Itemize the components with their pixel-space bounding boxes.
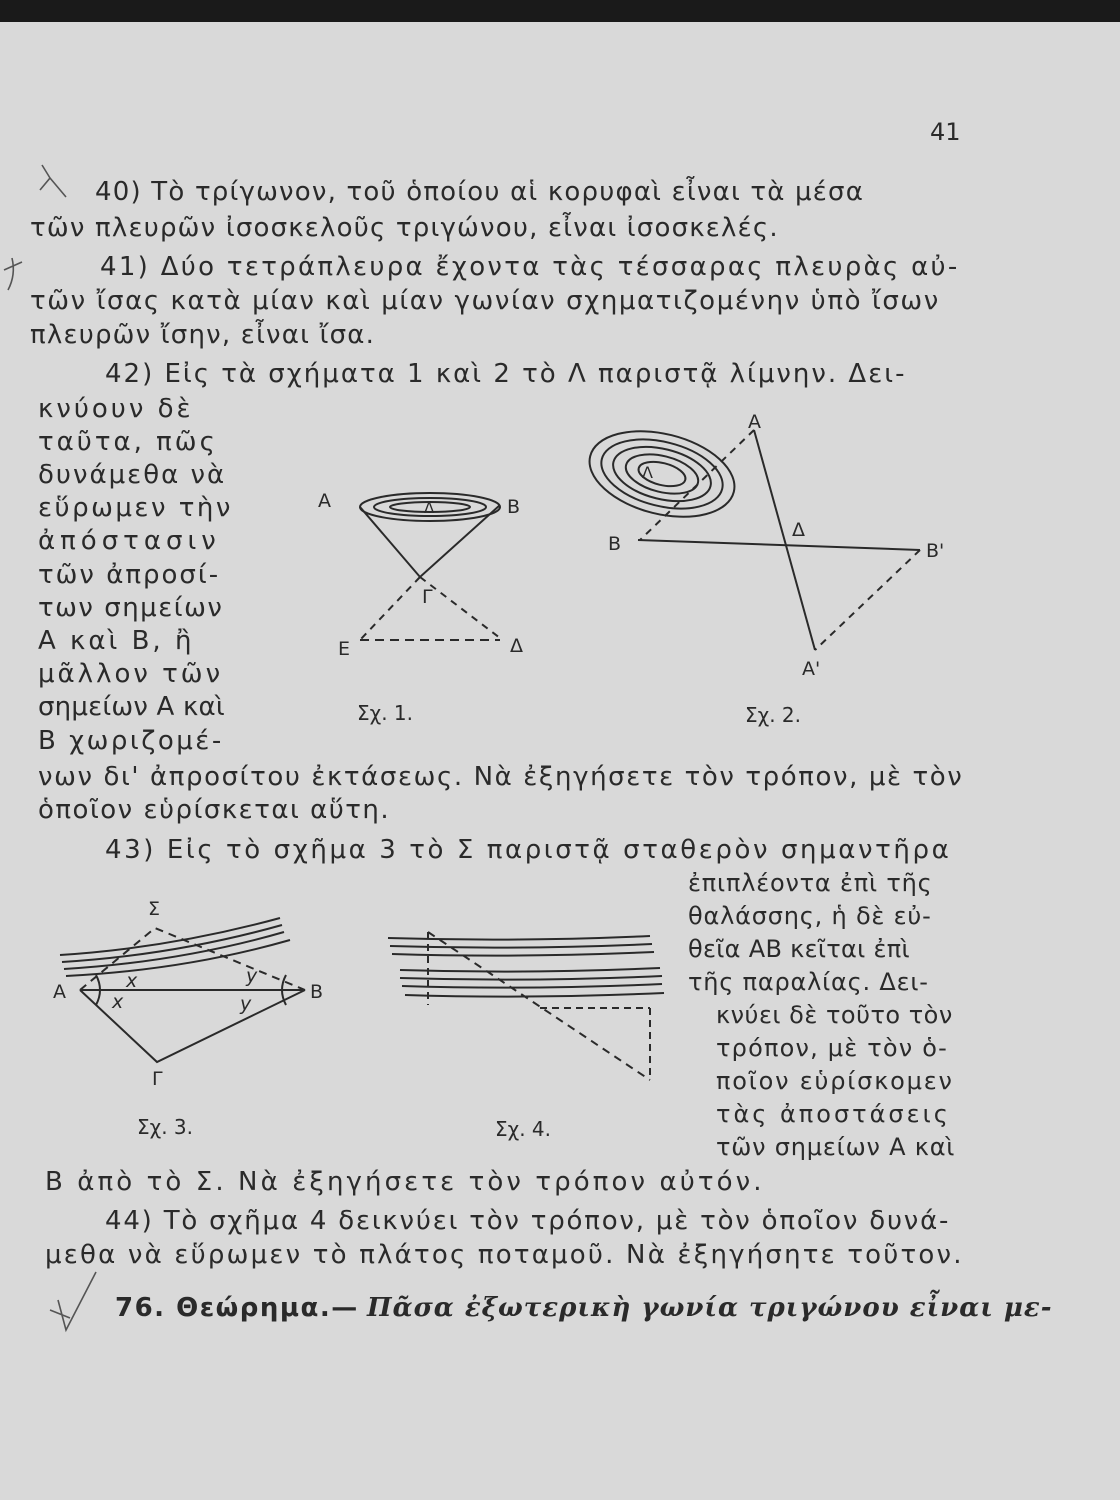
exercise-42-line-last-1: νων δι' ἀπροσίτου ἐκτάσεως. Νὰ ἐξηγήσετε τὸν τρόπον, μὲ τὸν xyxy=(38,762,964,792)
fig2-label-A-prime: A' xyxy=(802,658,821,680)
exercise-42-narrow-line: Β χωριζομέ- xyxy=(38,726,224,756)
fig2-label-D: Δ xyxy=(792,519,805,541)
exercise-43-narrow-line: θαλάσσης, ἡ δὲ εὐ- xyxy=(688,902,932,930)
exercise-40-line-2: τῶν πλευρῶν ἰσοσκελοῦς τριγώνου, εἶναι ἰσοσκελές. xyxy=(30,213,779,243)
figure-2-caption: Σχ. 2. xyxy=(745,703,801,727)
figure-2 xyxy=(581,417,920,650)
theorem-heading: 76. Θεώρημα.— xyxy=(115,1293,359,1323)
fig3-label-A: A xyxy=(53,981,66,1003)
exercise-43-narrow-line: ἐπιπλέοντα ἐπὶ τῆς xyxy=(688,869,933,897)
exercise-44-line-2: μεθα νὰ εὕρωμεν τὸ πλάτος ποταμοῦ. Νὰ ἐξηγήσητε τοῦτον. xyxy=(45,1240,964,1270)
fig1-label-E: E xyxy=(338,638,351,660)
line-B-B-prime xyxy=(638,540,920,550)
pencil-margin-marks xyxy=(4,165,96,1330)
figure-4-caption: Σχ. 4. xyxy=(495,1117,551,1141)
page-number: 41 xyxy=(930,118,961,146)
fig1-label-D: Δ xyxy=(510,635,523,657)
exercise-41-line-3: πλευρῶν ἴσην, εἶναι ἴσα. xyxy=(30,320,376,350)
exercise-40-line-1: 40) Τὸ τρίγωνον, τοῦ ὁποίου αἱ κορυφαὶ εἶναι τὰ μέσα xyxy=(95,177,865,207)
exercise-43-narrow-line: θεῖα ΑΒ κεῖται ἐπὶ xyxy=(688,935,910,963)
exercise-42-line-1: 42) Εἰς τὰ σχήματα 1 καὶ 2 τὸ Λ παριστᾷ λίμνην. Δει- xyxy=(105,359,907,389)
fig2-label-A: A xyxy=(748,411,761,433)
exercise-41-line-1: 41) Δύο τετράπλευρα ἔχοντα τὰς τέσσαρας πλευρὰς αὐ- xyxy=(100,252,960,282)
exercise-44-line-1: 44) Τὸ σχῆμα 4 δεικνύει τὸν τρόπον, μὲ τὸν ὁποῖον δυνά- xyxy=(105,1206,951,1236)
fig2-label-B: B xyxy=(608,533,622,555)
fig1-label-G: Γ xyxy=(422,586,433,608)
exercise-42-narrow-line: μᾶλλον τῶν xyxy=(38,659,224,689)
exercise-43-line-last: Β ἀπὸ τὸ Σ. Νὰ ἐξηγήσετε τὸν τρόπον αὐτόν. xyxy=(45,1167,765,1197)
fig3-label-x: x xyxy=(112,991,124,1013)
fig1-label-A: A xyxy=(318,490,331,512)
figure-3-caption: Σχ. 3. xyxy=(137,1115,193,1139)
fig1-label-B: B xyxy=(507,496,521,518)
exercise-41-line-2: τῶν ἴσας κατὰ μίαν καὶ μίαν γωνίαν σχηματιζομένην ὑπὸ ἴσων xyxy=(30,286,940,316)
exercise-42-narrow-line: των σημείων xyxy=(38,593,224,623)
exercise-42-narrow-line: ταῦτα, πῶς xyxy=(38,427,218,457)
fig2-label-B-prime: B' xyxy=(926,540,945,562)
figure-4 xyxy=(388,932,664,1080)
exercise-42-narrow-line: δυνάμεθα νὰ xyxy=(38,460,227,490)
exercise-43-line-1: 43) Εἰς τὸ σχῆμα 3 τὸ Σ παριστᾷ σταθερὸν σημαντῆρα xyxy=(105,835,952,865)
exercise-42-narrow-line: ἀπόστασιν xyxy=(38,526,221,556)
exercise-43-narrow-line: τὰς ἀποστάσεις xyxy=(716,1100,951,1128)
exercise-42-narrow-line: σημείων Α καὶ xyxy=(38,692,225,722)
exercise-43-narrow-line: ποῖον εὑρίσκομεν xyxy=(716,1067,954,1095)
figure-3 xyxy=(60,918,305,1062)
fig3-label-B: B xyxy=(310,981,324,1003)
fig2-label-L: Λ xyxy=(642,463,653,482)
fig3-label-y: y xyxy=(246,965,258,987)
line-A-A-prime xyxy=(754,430,815,650)
exercise-42-narrow-line: κνύουν δὲ xyxy=(38,394,194,424)
theorem-statement: Πᾶσα ἐξωτερικὴ γωνία τριγώνου εἶναι με- xyxy=(367,1293,1053,1323)
exercise-42-narrow-line: τῶν ἀπροσί- xyxy=(38,560,221,590)
exercise-43-narrow-line: τρόπον, μὲ τὸν ὁ- xyxy=(716,1034,948,1062)
fig3-label-x: x xyxy=(126,970,138,992)
fig3-label-G: Γ xyxy=(152,1068,163,1090)
fig3-label-S: Σ xyxy=(148,898,161,920)
figure-1-caption: Σχ. 1. xyxy=(357,701,413,725)
exercise-43-narrow-line: κνύει δὲ τοῦτο τὸν xyxy=(716,1001,953,1029)
fig1-label-L: Λ xyxy=(424,499,435,517)
exercise-42-narrow-line: Α καὶ Β, ἢ xyxy=(38,626,195,656)
exercise-43-narrow-line: τῆς παραλίας. Δει- xyxy=(688,968,929,996)
fig3-label-y: y xyxy=(240,993,252,1015)
exercise-43-narrow-line: τῶν σημείων Α καὶ xyxy=(716,1133,956,1161)
exercise-42-line-last-2: ὁποῖον εὑρίσκεται αὕτη. xyxy=(38,795,391,825)
exercise-42-narrow-line: εὕρωμεν τὴν xyxy=(38,493,233,523)
